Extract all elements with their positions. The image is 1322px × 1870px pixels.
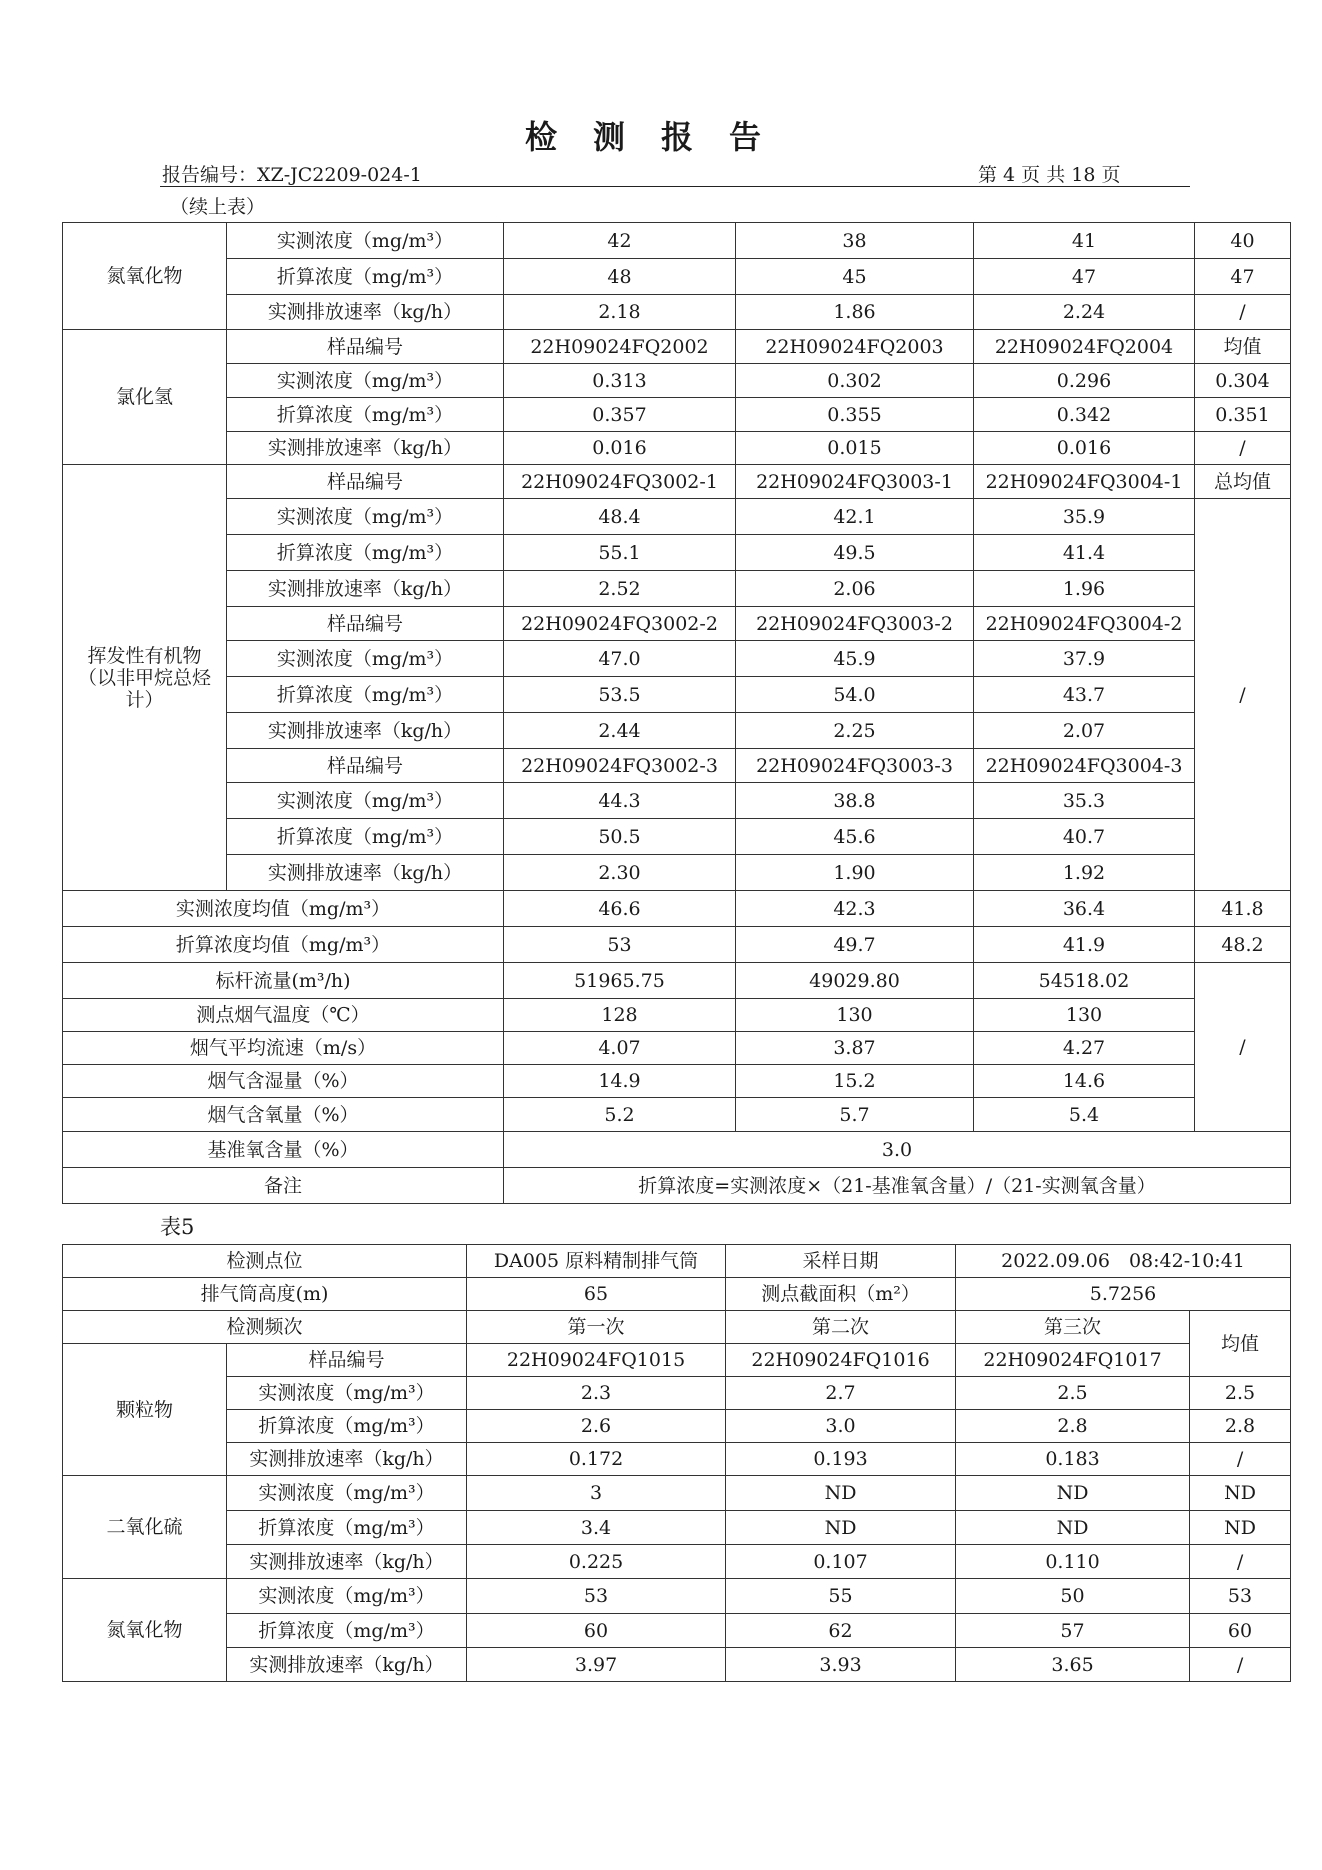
value-cell: 50 [956, 1579, 1190, 1614]
value-cell: 0.357 [504, 398, 736, 432]
table-row [63, 855, 1291, 891]
param-label: 实测排放速率（kg/h） [227, 295, 504, 330]
param-label: 实测排放速率（kg/h） [227, 571, 504, 607]
value-cell: 0.193 [726, 1443, 956, 1476]
height-value: 65 [467, 1278, 726, 1311]
table-row [63, 1098, 1291, 1132]
value-cell: 51965.75 [504, 963, 736, 999]
group-label-hcl: 氯化氢 [63, 330, 227, 465]
param-label: 样品编号 [227, 749, 504, 783]
point-label: 检测点位 [63, 1245, 467, 1278]
value-cell: 2.25 [736, 713, 974, 749]
table-row [63, 1443, 1291, 1476]
param-label: 测点烟气温度（℃） [63, 999, 504, 1032]
param-label: 样品编号 [227, 1344, 467, 1377]
value-cell: 35.3 [974, 783, 1195, 819]
average-cell: 0.351 [1195, 398, 1291, 432]
param-label: 样品编号 [227, 330, 504, 364]
value-cell: 45.6 [736, 819, 974, 855]
value-cell: 44.3 [504, 783, 736, 819]
emission-table-5 [62, 1244, 1291, 1682]
average-header: 均值 [1190, 1311, 1291, 1377]
param-label: 实测浓度（mg/m³） [227, 499, 504, 535]
frequency-3: 第三次 [956, 1311, 1190, 1344]
value-cell: 130 [974, 999, 1195, 1032]
param-label: 实测排放速率（kg/h） [227, 1648, 467, 1682]
average-cell: / [1195, 432, 1291, 465]
param-label: 实测浓度（mg/m³） [227, 1579, 467, 1614]
value-cell: 54518.02 [974, 963, 1195, 999]
point-value: DA005 原料精制排气筒 [467, 1245, 726, 1278]
table-row [63, 677, 1291, 713]
param-label: 折算浓度（mg/m³） [227, 677, 504, 713]
value-cell: 3.97 [467, 1648, 726, 1682]
table-row [63, 223, 1291, 259]
height-label: 排气筒高度(m) [63, 1278, 467, 1311]
average-cell: ND [1190, 1511, 1291, 1545]
param-label: 实测浓度（mg/m³） [227, 783, 504, 819]
table-row [63, 1032, 1291, 1065]
sample-id-cell: 22H09024FQ1017 [956, 1344, 1190, 1377]
group-label-so2: 二氧化硫 [63, 1476, 227, 1579]
param-label: 实测浓度（mg/m³） [227, 1377, 467, 1410]
value-cell: 45.9 [736, 641, 974, 677]
value-cell: 41.9 [974, 927, 1195, 963]
param-label: 基准氧含量（%） [63, 1132, 504, 1168]
table-row [63, 927, 1291, 963]
sample-id-cell: 22H09024FQ2003 [736, 330, 974, 364]
value-cell: 0.016 [504, 432, 736, 465]
value-cell: 55.1 [504, 535, 736, 571]
value-cell: 3 [467, 1476, 726, 1511]
emission-table-continued [62, 222, 1291, 1204]
value-cell: 0.110 [956, 1545, 1190, 1579]
value-cell: 5.4 [974, 1098, 1195, 1132]
average-cell: 48.2 [1195, 927, 1291, 963]
param-label: 实测浓度（mg/m³） [227, 364, 504, 398]
value-cell: 41.4 [974, 535, 1195, 571]
average-cell: 41.8 [1195, 891, 1291, 927]
table-row [63, 1511, 1291, 1545]
value-cell: 128 [504, 999, 736, 1032]
table-row [63, 295, 1291, 330]
value-cell: 2.44 [504, 713, 736, 749]
value-cell: 2.07 [974, 713, 1195, 749]
table-row [63, 963, 1291, 999]
group-label-particulate: 颗粒物 [63, 1344, 227, 1476]
table-row [63, 819, 1291, 855]
value-cell: 50.5 [504, 819, 736, 855]
param-label: 折算浓度（mg/m³） [227, 1410, 467, 1443]
total-average-header: 总均值 [1195, 465, 1291, 499]
sample-id-cell: 22H09024FQ3002-3 [504, 749, 736, 783]
sample-id-cell: 22H09024FQ2002 [504, 330, 736, 364]
value-cell: 1.96 [974, 571, 1195, 607]
value-cell: 46.6 [504, 891, 736, 927]
table-row [63, 999, 1291, 1032]
group-label-nox: 氮氧化物 [63, 223, 227, 330]
table-row [63, 1579, 1291, 1614]
value-cell: 49029.80 [736, 963, 974, 999]
value-cell: 0.355 [736, 398, 974, 432]
param-label: 实测排放速率（kg/h） [227, 432, 504, 465]
average-cell: 0.304 [1195, 364, 1291, 398]
table-row [63, 1614, 1291, 1648]
sample-id-cell: 22H09024FQ3002-2 [504, 607, 736, 641]
param-label: 折算浓度（mg/m³） [227, 259, 504, 295]
table-row [63, 1377, 1291, 1410]
continued-label: （续上表） [170, 196, 266, 218]
base-oxygen-value: 3.0 [504, 1132, 1291, 1168]
note-label: 备注 [63, 1168, 504, 1204]
value-cell: 0.172 [467, 1443, 726, 1476]
group-label-voc: 挥发性有机物（以非甲烷总烃计） [63, 465, 227, 891]
value-cell: 14.6 [974, 1065, 1195, 1098]
frequency-label: 检测频次 [63, 1311, 467, 1344]
sample-id-cell: 22H09024FQ3004-1 [974, 465, 1195, 499]
value-cell: 4.27 [974, 1032, 1195, 1065]
value-cell: 3.65 [956, 1648, 1190, 1682]
table-row [63, 1311, 1291, 1344]
param-label: 实测排放速率（kg/h） [227, 1545, 467, 1579]
value-cell: 1.92 [974, 855, 1195, 891]
area-label: 测点截面积（m²） [726, 1278, 956, 1311]
value-cell: 36.4 [974, 891, 1195, 927]
table-row [63, 1344, 1291, 1377]
value-cell: 2.5 [956, 1377, 1190, 1410]
sample-id-cell: 22H09024FQ3002-1 [504, 465, 736, 499]
average-cell: / [1190, 1648, 1291, 1682]
value-cell: 2.3 [467, 1377, 726, 1410]
param-label: 烟气含湿量（%） [63, 1065, 504, 1098]
value-cell: ND [726, 1476, 956, 1511]
value-cell: 3.0 [726, 1410, 956, 1443]
value-cell: 47.0 [504, 641, 736, 677]
value-cell: 2.30 [504, 855, 736, 891]
value-cell: 53 [504, 927, 736, 963]
table-row [63, 465, 1291, 499]
param-label: 烟气含氧量（%） [63, 1098, 504, 1132]
value-cell: 42 [504, 223, 736, 259]
group-label-nox: 氮氧化物 [63, 1579, 227, 1682]
average-cell: / [1190, 1443, 1291, 1476]
param-label: 标杆流量(m³/h) [63, 963, 504, 999]
average-cell: ND [1190, 1476, 1291, 1511]
value-cell: 2.7 [726, 1377, 956, 1410]
table-row [63, 330, 1291, 364]
table-row [63, 398, 1291, 432]
table-row [63, 1168, 1291, 1204]
table-row [63, 1245, 1291, 1278]
param-label: 实测排放速率（kg/h） [227, 713, 504, 749]
table-row [63, 259, 1291, 295]
param-label: 实测浓度（mg/m³） [227, 641, 504, 677]
value-cell: 5.2 [504, 1098, 736, 1132]
value-cell: 37.9 [974, 641, 1195, 677]
param-label: 折算浓度（mg/m³） [227, 1511, 467, 1545]
value-cell: 0.302 [736, 364, 974, 398]
param-label: 样品编号 [227, 607, 504, 641]
value-cell: 43.7 [974, 677, 1195, 713]
frequency-1: 第一次 [467, 1311, 726, 1344]
average-header: 均值 [1195, 330, 1291, 364]
value-cell: 0.107 [726, 1545, 956, 1579]
value-cell: 1.86 [736, 295, 974, 330]
value-cell: 0.313 [504, 364, 736, 398]
value-cell: 5.7 [736, 1098, 974, 1132]
param-label: 折算浓度（mg/m³） [227, 398, 504, 432]
value-cell: 60 [467, 1614, 726, 1648]
param-label: 折算浓度（mg/m³） [227, 535, 504, 571]
value-cell: 42.1 [736, 499, 974, 535]
value-cell: 38 [736, 223, 974, 259]
table-row [63, 891, 1291, 927]
sample-id-cell: 22H09024FQ3003-1 [736, 465, 974, 499]
value-cell: 53.5 [504, 677, 736, 713]
average-cell: 2.8 [1190, 1410, 1291, 1443]
value-cell: 2.8 [956, 1410, 1190, 1443]
average-cell: 53 [1190, 1579, 1291, 1614]
value-cell: 1.90 [736, 855, 974, 891]
value-cell: 49.7 [736, 927, 974, 963]
value-cell: 2.6 [467, 1410, 726, 1443]
table-row [63, 641, 1291, 677]
value-cell: 3.87 [736, 1032, 974, 1065]
table-row [63, 713, 1291, 749]
page-indicator: 第 4 页 共 18 页 [978, 164, 1121, 186]
value-cell: 14.9 [504, 1065, 736, 1098]
sample-id-cell: 22H09024FQ3003-3 [736, 749, 974, 783]
value-cell: 0.015 [736, 432, 974, 465]
value-cell: 42.3 [736, 891, 974, 927]
sample-id-cell: 22H09024FQ1016 [726, 1344, 956, 1377]
report-title: 检测报告 [524, 118, 797, 156]
date-value: 2022.09.06 08:42-10:41 [956, 1245, 1291, 1278]
report-number: 报告编号：XZ-JC2209-024-1 [162, 164, 422, 186]
value-cell: 48 [504, 259, 736, 295]
value-cell: ND [726, 1511, 956, 1545]
value-cell: 41 [974, 223, 1195, 259]
param-label: 样品编号 [227, 465, 504, 499]
average-cell: 60 [1190, 1614, 1291, 1648]
value-cell: 40.7 [974, 819, 1195, 855]
total-average-cell: / [1195, 499, 1291, 891]
table-row [63, 1065, 1291, 1098]
sample-id-cell: 22H09024FQ3004-2 [974, 607, 1195, 641]
value-cell: 0.016 [974, 432, 1195, 465]
value-cell: 4.07 [504, 1032, 736, 1065]
value-cell: 48.4 [504, 499, 736, 535]
value-cell: 0.296 [974, 364, 1195, 398]
note-formula: 折算浓度=实测浓度×（21-基准氧含量）/（21-实测氧含量） [504, 1168, 1291, 1204]
date-label: 采样日期 [726, 1245, 956, 1278]
value-cell: ND [956, 1511, 1190, 1545]
frequency-2: 第二次 [726, 1311, 956, 1344]
sample-id-cell: 22H09024FQ3004-3 [974, 749, 1195, 783]
average-cell: / [1190, 1545, 1291, 1579]
table-row [63, 1278, 1291, 1311]
value-cell: 2.52 [504, 571, 736, 607]
value-cell: 53 [467, 1579, 726, 1614]
value-cell: 62 [726, 1614, 956, 1648]
value-cell: 45 [736, 259, 974, 295]
param-label: 实测浓度均值（mg/m³） [63, 891, 504, 927]
average-cell: 2.5 [1190, 1377, 1291, 1410]
param-label: 烟气平均流速（m/s） [63, 1032, 504, 1065]
value-cell: 2.24 [974, 295, 1195, 330]
header-rule [160, 186, 1190, 187]
param-label: 实测浓度（mg/m³） [227, 1476, 467, 1511]
value-cell: 2.18 [504, 295, 736, 330]
area-value: 5.7256 [956, 1278, 1291, 1311]
param-label: 实测排放速率（kg/h） [227, 1443, 467, 1476]
param-label: 折算浓度（mg/m³） [227, 1614, 467, 1648]
table-row [63, 364, 1291, 398]
table-row [63, 571, 1291, 607]
value-cell: 47 [974, 259, 1195, 295]
table-row [63, 607, 1291, 641]
value-cell: 35.9 [974, 499, 1195, 535]
table-5-label: 表5 [160, 1215, 195, 1239]
param-label: 折算浓度（mg/m³） [227, 819, 504, 855]
param-label: 折算浓度均值（mg/m³） [63, 927, 504, 963]
value-cell: 55 [726, 1579, 956, 1614]
param-label: 实测浓度（mg/m³） [227, 223, 504, 259]
sample-id-cell: 22H09024FQ3003-2 [736, 607, 974, 641]
table-row [63, 1132, 1291, 1168]
table-row [63, 1545, 1291, 1579]
value-cell: 49.5 [736, 535, 974, 571]
value-cell: 15.2 [736, 1065, 974, 1098]
flow-average-cell: / [1195, 963, 1291, 1132]
value-cell: 54.0 [736, 677, 974, 713]
sample-id-cell: 22H09024FQ2004 [974, 330, 1195, 364]
param-label: 实测排放速率（kg/h） [227, 855, 504, 891]
value-cell: 0.225 [467, 1545, 726, 1579]
table-row [63, 432, 1291, 465]
table-row [63, 783, 1291, 819]
average-cell: 40 [1195, 223, 1291, 259]
value-cell: 0.342 [974, 398, 1195, 432]
value-cell: 130 [736, 999, 974, 1032]
table-row [63, 1410, 1291, 1443]
average-cell: / [1195, 295, 1291, 330]
value-cell: 38.8 [736, 783, 974, 819]
table-row [63, 1476, 1291, 1511]
table-row [63, 535, 1291, 571]
average-cell: 47 [1195, 259, 1291, 295]
table-row [63, 499, 1291, 535]
sample-id-cell: 22H09024FQ1015 [467, 1344, 726, 1377]
value-cell: 2.06 [736, 571, 974, 607]
value-cell: 57 [956, 1614, 1190, 1648]
value-cell: ND [956, 1476, 1190, 1511]
value-cell: 3.4 [467, 1511, 726, 1545]
value-cell: 0.183 [956, 1443, 1190, 1476]
value-cell: 3.93 [726, 1648, 956, 1682]
table-row [63, 1648, 1291, 1682]
table-row [63, 749, 1291, 783]
